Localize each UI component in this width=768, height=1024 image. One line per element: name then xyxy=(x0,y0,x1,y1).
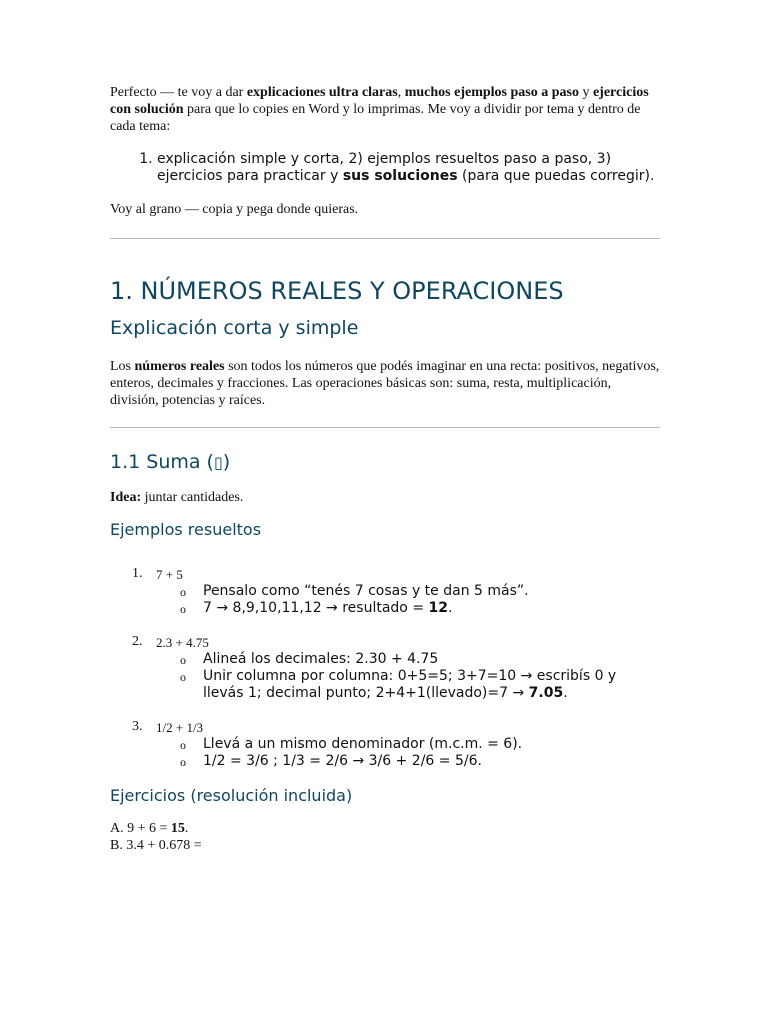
example-step xyxy=(203,600,660,617)
intro-text: y xyxy=(578,85,593,100)
section-subtitle: Explicación corta y simple xyxy=(110,317,359,339)
example-step: o Alineá los decimales: 2.30 + 4.75 xyxy=(203,651,660,668)
idea-text: juntar cantidades. xyxy=(141,490,244,505)
idea-line xyxy=(110,489,660,506)
example-steps xyxy=(156,736,660,770)
example-step: o 1/2 = 3/6 ; 1/3 = 2/6 → 3/6 + 2/6 = 5/6. xyxy=(203,753,660,770)
examples-heading: Ejemplos resueltos xyxy=(110,520,262,539)
list-text: explicación simple y corta, 2) ejemplos resueltos paso a paso, 3) ejercicios para practicar y xyxy=(157,151,612,184)
example-question: 1/2 + 1/3 xyxy=(156,720,204,735)
list-text: (para que puedas corregir). xyxy=(457,168,655,184)
intro-bold: explicaciones ultra claras xyxy=(246,85,398,100)
example-number: 1. xyxy=(132,566,143,581)
example-question: 7 + 5 xyxy=(156,567,183,582)
example-number: 3. xyxy=(132,719,143,734)
intro-paragraph xyxy=(110,84,660,135)
example-steps xyxy=(156,651,660,702)
divider xyxy=(110,427,660,428)
exercise-a xyxy=(110,820,660,837)
paragraph-bold: números reales xyxy=(134,359,225,374)
example-item xyxy=(110,634,660,702)
paragraph-text: son todos los números que podés imaginar en una recta: positivos, negativos, enteros, decimales y fracciones. Las operaciones básicas son: suma, resta, multiplicación, división, potencias y raíces. xyxy=(110,359,660,408)
intro-text: para que lo copies en Word y lo imprimas. Me voy a dividir por tema y dentro de cada tema: xyxy=(110,102,641,134)
list-bold: sus soluciones xyxy=(342,168,458,184)
example-item xyxy=(110,566,660,617)
step-result: 7.05 xyxy=(528,685,564,701)
section-paragraph xyxy=(110,358,660,409)
divider xyxy=(110,238,660,239)
intro-bold: muchos ejemplos paso a paso xyxy=(404,85,579,100)
exercises-list xyxy=(110,820,660,854)
example-question: 2.3 + 4.75 xyxy=(156,635,209,650)
exercises-heading: Ejercicios (resolución incluida) xyxy=(110,786,353,805)
example-step: o Llevá a un mismo denominador (m.c.m. = 6). xyxy=(203,736,660,753)
step-text: . xyxy=(447,600,453,616)
idea-label: Idea: xyxy=(110,490,142,505)
step-text: 7 → 8,9,10,11,12 → resultado = xyxy=(203,600,429,616)
example-item xyxy=(110,719,660,770)
intro-text: , xyxy=(397,85,405,100)
exercise-b: B. 3.4 + 0.678 = xyxy=(110,838,202,853)
paragraph-text: Los xyxy=(110,359,135,374)
example-steps xyxy=(156,583,660,617)
intro-text: Perfecto — te voy a dar xyxy=(110,85,247,100)
missing-glyph-icon: ▯ xyxy=(213,453,223,472)
plan-list-item xyxy=(157,151,660,185)
example-number: 2. xyxy=(132,634,143,649)
examples-list xyxy=(110,566,660,770)
document-page xyxy=(110,84,660,854)
subsection-title-text: ) xyxy=(222,451,231,473)
after-list-paragraph: Voy al grano — copia y pega donde quieras. xyxy=(110,202,359,217)
exercise-text: . xyxy=(184,821,189,836)
step-result: 12 xyxy=(428,600,448,616)
example-step: o Pensalo como “tenés 7 cosas y te dan 5 más”. xyxy=(203,583,660,600)
step-text: . xyxy=(563,685,568,701)
intro-bold: ejercicios con solución xyxy=(110,85,649,117)
example-step xyxy=(203,668,660,702)
section-title: 1. NÚMEROS REALES Y OPERACIONES xyxy=(110,277,564,305)
step-text: Unir columna por columna: 0+5=5; 3+7=10 → escribís 0 y llevás 1; decimal punto; 2+4+1(llevado)=7 → xyxy=(203,668,617,701)
plan-list xyxy=(110,151,660,185)
subsection-title xyxy=(110,450,660,475)
exercise-text: A. 9 + 6 = xyxy=(110,821,171,836)
subsection-title-text: 1.1 Suma ( xyxy=(110,451,214,473)
exercise-answer: 15 xyxy=(170,821,185,836)
